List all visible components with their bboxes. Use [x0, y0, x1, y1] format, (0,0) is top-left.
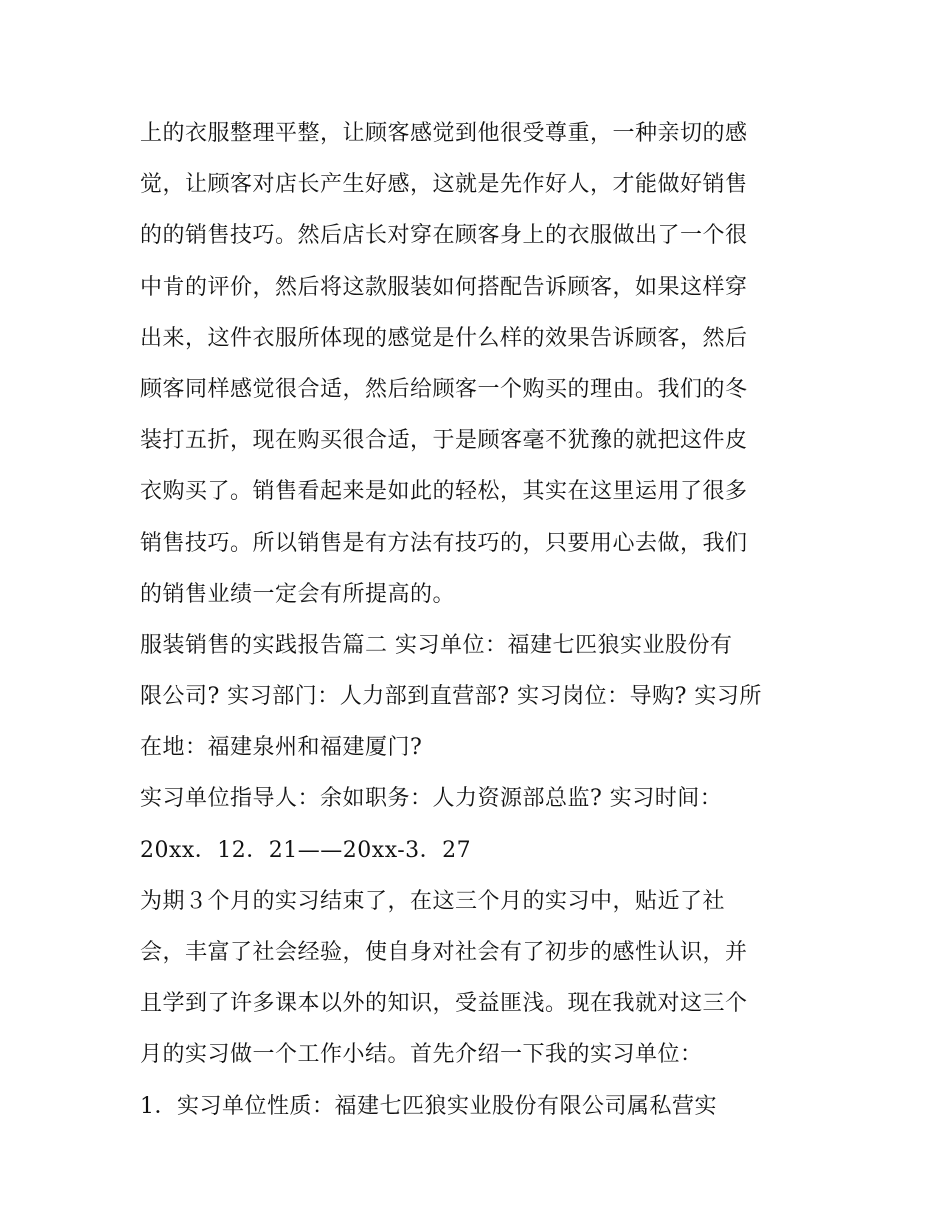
text-line: 出来，这件衣服所体现的感觉是什么样的效果告诉顾客，然后 [140, 325, 748, 351]
text-line: 的销售业绩一定会有所提高的。 [140, 581, 456, 607]
text-line: 限公司? 实习部门：人力部到直营部? 实习岗位：导购? 实习所 [140, 684, 762, 710]
text-line: 实习单位指导人：余如职务：人力资源部总监? 实习时间： [140, 786, 723, 812]
text-line: 的的销售技巧。然后店长对穿在顾客身上的衣服做出了一个很 [140, 223, 748, 249]
text-line: 中肯的评价，然后将这款服装如何搭配告诉顾客，如果这样穿 [140, 274, 748, 300]
text-line: 觉，让顾客对店长产生好感，这就是先作好人，才能做好销售 [140, 172, 748, 198]
document-body [140, 108, 820, 1132]
text-line: 且学到了许多课本以外的知识，受益匪浅。现在我就对这三个 [140, 991, 748, 1017]
list-item-line: 1．实习单位性质：福建七匹狼实业股份有限公司属私营实 [140, 1093, 717, 1119]
text-line: 顾客同样感觉很合适，然后给顾客一个购买的理由。我们的冬 [140, 376, 748, 402]
date-range-line: 20xx．12．21——20xx-3．27 [140, 837, 472, 863]
text-line: 为期３个月的实习结束了，在这三个月的实习中，贴近了社 [140, 888, 726, 914]
text-line: 装打五折，现在购买很合适，于是顾客毫不犹豫的就把这件皮 [140, 428, 748, 454]
text-line: 销售技巧。所以销售是有方法有技巧的，只要用心去做，我们 [140, 530, 748, 556]
text-line: 上的衣服整理平整，让顾客感觉到他很受尊重，一种亲切的感 [140, 121, 748, 146]
section-heading-line: 服装销售的实践报告篇二 实习单位：福建七匹狼实业股份有 [140, 632, 733, 658]
text-line: 衣购买了。销售看起来是如此的轻松，其实在这里运用了很多 [140, 479, 748, 505]
text-line: 月的实习做一个工作小结。首先介绍一下我的实习单位： [140, 1042, 703, 1068]
text-line: 会，丰富了社会经验，使自身对社会有了初步的感性认识，并 [140, 940, 748, 965]
text-line: 在地：福建泉州和福建厦门? [140, 735, 423, 761]
